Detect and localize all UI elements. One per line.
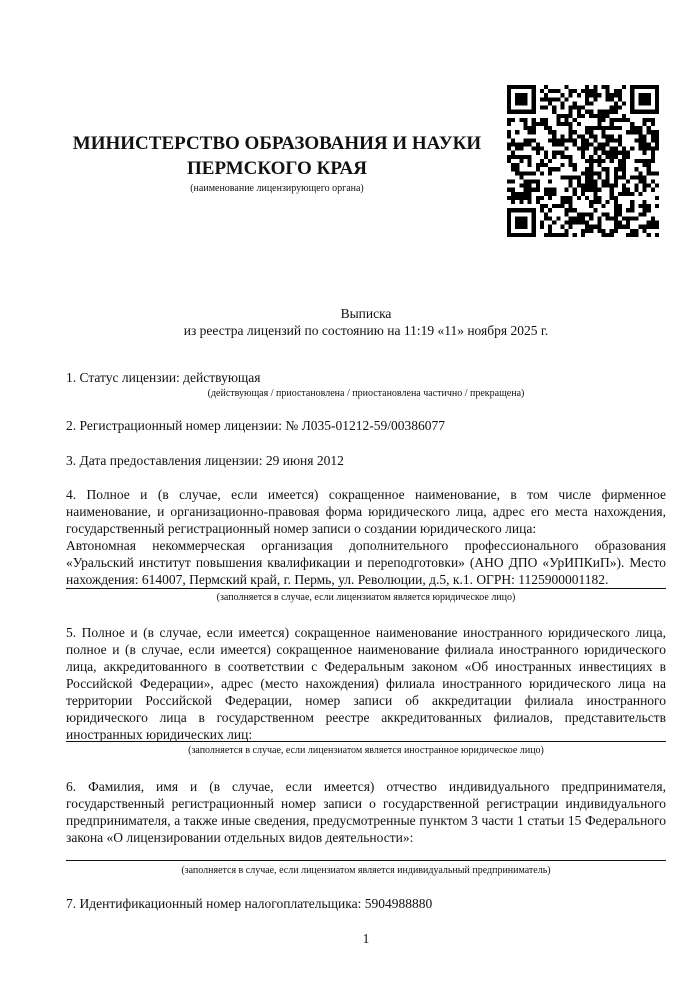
qr-code	[507, 85, 659, 237]
ministry-caption: (наименование лицензирующего органа)	[190, 183, 364, 194]
item-4-label: 4. Полное и (в случае, если имеется) сокращенное наименование, в том числе фирменное наименование, и организационно-правовая форма юридического лица, адрес его места нахождения, государственный регистрационный номер записи о создании юридического лица:	[66, 487, 666, 536]
title-line-1: Выписка	[340, 306, 392, 321]
divider	[66, 588, 666, 589]
item-7-inn: 7. Идентификационный номер налогоплательщика: 5904988880	[66, 896, 433, 911]
item-6	[66, 778, 666, 846]
ministry-line-1: МИНИСТЕРСТВО ОБРАЗОВАНИЯ И НАУКИ	[72, 133, 482, 154]
divider	[66, 741, 666, 742]
item-4-caption: (заполняется в случае, если лицензиатом является юридическое лицо)	[216, 592, 516, 603]
ministry-line-2: ПЕРМСКОГО КРАЯ	[187, 158, 367, 179]
document-title	[66, 305, 666, 339]
item-3-date: 3. Дата предоставления лицензии: 29 июня 2012	[66, 453, 344, 468]
item-2-reg-number: 2. Регистрационный номер лицензии: № Л035-01212-59/00386077	[66, 418, 446, 433]
page-number: 1	[362, 931, 370, 946]
item-1-caption: (действующая / приостановлена / приостановлена частично / прекращена)	[207, 388, 525, 399]
title-line-2: из реестра лицензий по состоянию на 11:19 «11» ноября 2025 г.	[183, 323, 549, 338]
item-4	[66, 486, 666, 588]
licensing-authority	[60, 131, 494, 195]
item-6-caption: (заполняется в случае, если лицензиатом является индивидуальный предприниматель)	[181, 865, 551, 876]
divider	[66, 860, 666, 861]
item-5-caption: (заполняется в случае, если лицензиатом является иностранное юридическое лицо)	[188, 745, 544, 756]
item-5-label: 5. Полное и (в случае, если имеется) сокращенное наименование иностранного юридического лица, полное и (в случае, если имеется) сокращенное наименование филиала иностранного юридического лица, аккредитованного в соответствии с Федеральным законом «Об иностранных инвестициях в Российской Федерации», адрес (место нахождения) филиала иностранного юридического лица на территории Российской Федерации, номер записи об аккредитации филиала иностранного юридического лица в государственном реестре аккредитованных филиалов, представительств иностранных юридических лиц:	[66, 625, 666, 742]
item-1-status: 1. Статус лицензии: действующая	[66, 370, 261, 385]
item-5	[66, 624, 666, 743]
item-4-value: Автономная некоммерческая организация дополнительного профессионального образования «Уральский институт повышения квалификации и переподготовки» (АНО ДПО «УрИПКиП»). Место нахождения: 614007, Пермский край, г. Пермь, ул. Революции, д.5, к.1. ОГРН: 1125900001182.	[66, 538, 666, 587]
item-6-label: 6. Фамилия, имя и (в случае, если имеется) отчество индивидуального предпринимателя, государственный регистрационный номер записи о государственной регистрации индивидуального предпринимателя, а также иные сведения, предусмотренные пунктом 3 части 1 статьи 15 Федерального закона «О лицензировании отдельных видов деятельности»:	[66, 779, 666, 845]
